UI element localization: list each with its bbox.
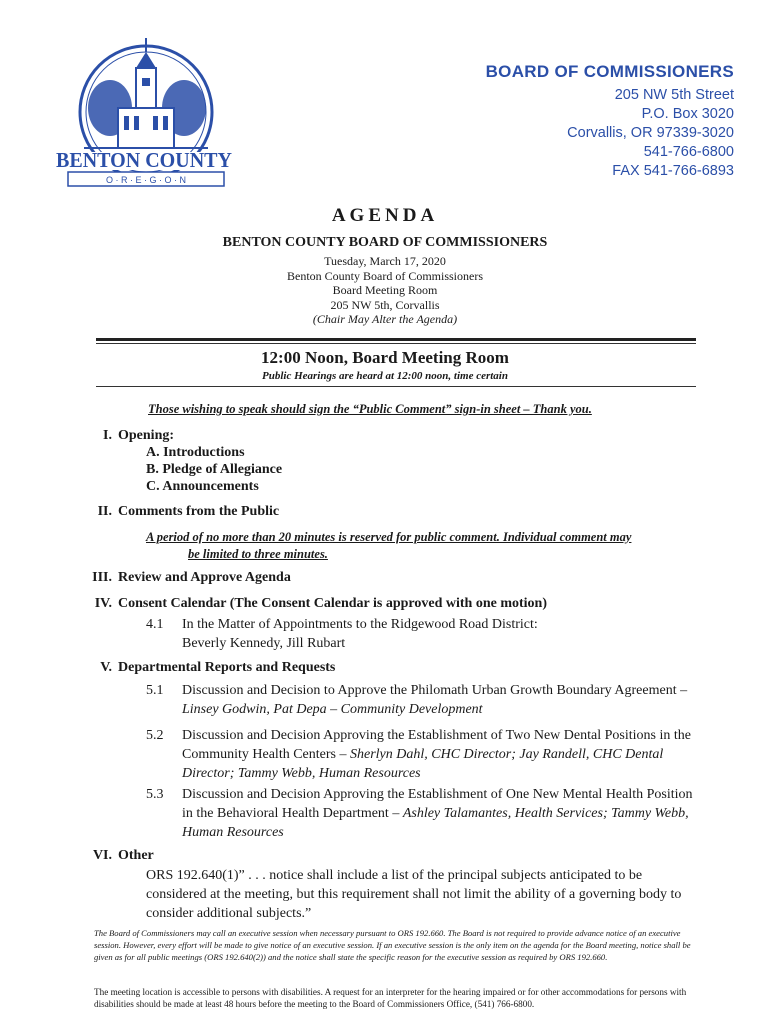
- address-street: 205 NW 5th Street: [614, 87, 734, 103]
- fax: FAX 541-766-6893: [612, 163, 734, 179]
- executive-session-note: The Board of Commissioners may call an executive session when necessary pursuant to ORS 192.660. The Board is not required to provide advance notice of an executive session. However, every effort will be made to give notice of an executive session. If an executive session is the only item on the agenda for the Board meeting, notice shall be given as for all public meetings (ORS 192.640(2)) and the notice shall state the specific reason for the executive session as required by ORS 192.660.: [94, 928, 691, 962]
- item-presenter: Sherlyn Dahl, CHC Director; Jay Randell, CHC Dental Director; Tammy Webb, Human Resources: [182, 747, 664, 781]
- section-title: Other: [118, 848, 154, 863]
- meeting-date: Tuesday, March 17, 2020: [324, 254, 446, 268]
- note-line-1: A period of no more than 20 minutes is reserved for public comment. Individual comment may: [146, 530, 632, 544]
- item-text: Discussion and Decision to Approve the Philomath Urban Growth Boundary Agreement –: [182, 683, 688, 698]
- logo-text: BENTON COUNTY: [56, 148, 232, 172]
- item-number: 4.1: [146, 617, 164, 632]
- section-number: IV.: [94, 596, 112, 611]
- address-city: Corvallis, OR 97339-3020: [567, 125, 734, 141]
- signin-note: Those wishing to speak should sign the “Public Comment” sign-in sheet – Thank you.: [148, 402, 592, 416]
- divider-thin: [96, 343, 696, 344]
- item-text: Discussion and Decision Approving the Establishment of One New Mental Health Position in the Behavioral Health Department –: [182, 787, 693, 821]
- item-presenter: Linsey Godwin, Pat Depa – Community Development: [182, 702, 483, 717]
- section-other: [78, 848, 154, 864]
- section-review-agenda: [78, 570, 291, 586]
- session-title: 12:00 Noon, Board Meeting Room: [261, 348, 509, 367]
- agenda-item-5-1: [146, 681, 706, 719]
- section-departmental-reports: [78, 660, 335, 676]
- section-number: III.: [92, 570, 112, 585]
- meeting-location: 205 NW 5th, Corvallis: [330, 297, 440, 312]
- section-title: Consent Calendar (The Consent Calendar is approved with one motion): [118, 596, 547, 611]
- agenda-item-5-3: [146, 785, 706, 842]
- county-logo: [48, 30, 238, 195]
- address-po-box: P.O. Box 3020: [641, 106, 734, 122]
- item-number: 5.1: [146, 683, 164, 698]
- session-note: Public Hearings are heard at 12:00 noon, time certain: [262, 370, 508, 382]
- office-address: [486, 62, 734, 181]
- list-item: C. Announcements: [146, 479, 259, 494]
- meeting-body: Benton County Board of Commissioners: [287, 268, 483, 283]
- public-comment-note: [146, 529, 706, 563]
- item-text: Discussion and Decision Approving the Establishment of Two New Dental Positions in the Community Health Centers –: [182, 728, 691, 762]
- section-public-comments: [78, 504, 279, 520]
- office-name: BOARD OF COMMISSIONERS: [485, 62, 734, 81]
- page-subtitle: BENTON COUNTY BOARD OF COMMISSIONERS: [222, 235, 548, 250]
- section-consent-calendar: [78, 596, 547, 612]
- section-number: II.: [97, 504, 112, 519]
- item-names: Beverly Kennedy, Jill Rubart: [182, 636, 346, 651]
- item-text: In the Matter of Appointments to the Ridgewood Road District:: [182, 617, 538, 632]
- courthouse-seal-icon: [48, 30, 238, 195]
- section-number: V.: [100, 660, 112, 675]
- section-title: Comments from the Public: [118, 504, 280, 519]
- section-title: Departmental Reports and Requests: [118, 660, 336, 675]
- section-number: VI.: [92, 848, 112, 863]
- list-item: B. Pledge of Allegiance: [146, 462, 283, 477]
- section-title: Opening:: [118, 428, 175, 443]
- logo-subtext: O · R · E · G · O · N: [106, 175, 186, 185]
- agenda-header: [0, 205, 770, 327]
- chair-note: (Chair May Alter the Agenda): [312, 312, 458, 326]
- meeting-room: Board Meeting Room: [332, 283, 438, 297]
- divider-thick: [96, 338, 696, 341]
- item-presenter: Ashley Talamantes, Health Services; Tammy Webb, Human Resources: [182, 806, 689, 840]
- agenda-item-4-1: [146, 615, 706, 653]
- section-number: I.: [103, 428, 112, 443]
- accessibility-note: The meeting location is accessible to persons with disabilities. A request for an interpreter for the hearing impaired or for other accommodations for persons with disabilities should be made at least 48 hours before the meeting to the Board of Commissioners Office, (541) 766-6800.: [94, 987, 687, 1009]
- section-opening: [78, 428, 174, 444]
- ors-quote: ORS 192.640(1)” . . . notice shall include a list of the principal subjects anticipated to be considered at the meeting, but this requirement shall not limit the ability of a governing body to consider additional subjects.”: [146, 868, 682, 921]
- agenda-item-5-2: [146, 726, 706, 783]
- note-line-2: be limited to three minutes.: [188, 547, 328, 561]
- item-number: 5.2: [146, 728, 164, 743]
- divider-bottom: [96, 386, 696, 387]
- phone: 541-766-6800: [643, 144, 734, 160]
- session-header: [0, 348, 770, 382]
- list-item: A. Introductions: [146, 445, 245, 460]
- page-title: AGENDA: [331, 205, 439, 226]
- section-title: Review and Approve Agenda: [118, 570, 291, 585]
- item-number: 5.3: [146, 787, 164, 802]
